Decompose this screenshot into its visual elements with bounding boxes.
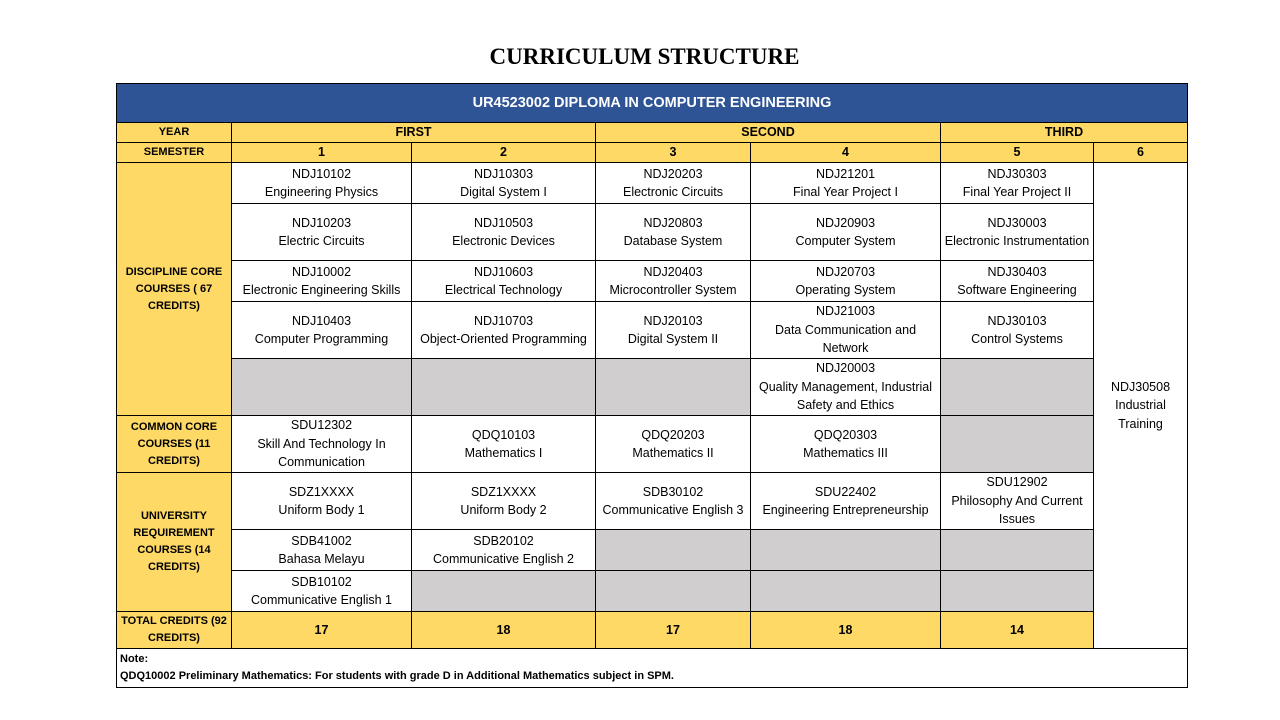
- empty-cell: [941, 571, 1094, 612]
- course-name: Communicative English 1: [250, 593, 393, 607]
- course-name: Industrial Training: [1115, 398, 1166, 431]
- total-value: 18: [412, 612, 596, 649]
- note-text: QDQ10002 Preliminary Mathematics: For students with grade D in Additional Mathematics subject in SPM.: [120, 670, 674, 682]
- course-name: Engineering Physics: [264, 185, 379, 199]
- course-name: Computer System: [795, 234, 896, 248]
- course-name: Communicative English 2: [432, 552, 575, 566]
- course-cell: [596, 302, 751, 359]
- course-name: Mathematics II: [632, 446, 714, 460]
- course-code: NDJ10603: [473, 264, 534, 279]
- course-cell: [412, 261, 596, 302]
- course-name: Software Engineering: [957, 283, 1077, 297]
- table-row: [117, 204, 1188, 261]
- course-name: Electronic Instrumentation: [944, 234, 1090, 248]
- section-label-common: COMMON CORE COURSES (11 CREDITS): [117, 416, 232, 473]
- course-code: QDQ20203: [641, 427, 705, 442]
- course-cell: [751, 302, 941, 359]
- course-code: NDJ10203: [291, 215, 352, 230]
- semester-2: 2: [412, 143, 596, 163]
- course-code: NDJ20003: [815, 361, 876, 376]
- course-code: QDQ10103: [471, 427, 536, 442]
- semester-1: 1: [232, 143, 412, 163]
- total-value: 17: [596, 612, 751, 649]
- course-code: NDJ20203: [643, 166, 703, 181]
- course-code: NDJ10303: [473, 166, 534, 181]
- semester-4: 4: [751, 143, 941, 163]
- course-name: Electric Circuits: [278, 234, 365, 248]
- course-code: NDJ20903: [815, 215, 876, 230]
- empty-cell: [596, 571, 751, 612]
- year-third: THIRD: [941, 123, 1188, 143]
- course-cell: [751, 416, 941, 473]
- course-cell: [412, 530, 596, 571]
- course-cell: [412, 416, 596, 473]
- course-code: SDB20102: [473, 533, 534, 548]
- course-cell: [232, 261, 412, 302]
- course-name: Database System: [623, 234, 723, 248]
- course-code: NDJ30403: [987, 264, 1047, 279]
- course-cell: [751, 261, 941, 302]
- course-name: Data Communication and Network: [774, 322, 917, 356]
- course-code: NDJ30303: [987, 166, 1047, 181]
- page-title: CURRICULUM STRUCTURE: [489, 44, 800, 69]
- course-name: Electronic Devices: [452, 234, 555, 248]
- course-code: SDB41002: [291, 533, 352, 548]
- course-name: Electronic Circuits: [622, 185, 724, 199]
- total-row: [117, 612, 1188, 649]
- course-cell: [232, 416, 412, 473]
- course-name: Skill And Technology In Communication: [257, 436, 386, 470]
- empty-cell: [596, 359, 751, 416]
- empty-cell: [941, 416, 1094, 473]
- course-name: Digital System II: [627, 332, 719, 346]
- table-row: [117, 359, 1188, 416]
- course-name: Operating System: [795, 283, 896, 297]
- course-code: SDB30102: [642, 484, 704, 499]
- semester-row: [117, 143, 1188, 163]
- total-value: 14: [941, 612, 1094, 649]
- course-cell: [751, 359, 941, 416]
- course-code: NDJ20103: [643, 313, 703, 328]
- course-code: NDJ21003: [815, 304, 876, 319]
- course-cell: [596, 204, 751, 261]
- course-code: SDU22402: [814, 484, 877, 499]
- empty-cell: [751, 530, 941, 571]
- course-cell: [232, 530, 412, 571]
- semester-6: 6: [1094, 143, 1188, 163]
- course-code: NDJ10403: [291, 313, 352, 328]
- course-cell: [412, 163, 596, 204]
- course-code: NDJ21201: [815, 166, 876, 181]
- semester-label: SEMESTER: [117, 143, 232, 163]
- course-cell: [941, 261, 1094, 302]
- course-name: Control Systems: [971, 332, 1063, 346]
- course-name: Engineering Entrepreneurship: [762, 503, 929, 517]
- course-name: Computer Programming: [254, 332, 389, 346]
- curriculum-table: [116, 83, 1188, 688]
- course-name: Digital System I: [460, 185, 547, 199]
- table-row: [117, 416, 1188, 473]
- course-code: SDZ1XXXX: [288, 484, 355, 499]
- table-row: [117, 163, 1188, 204]
- course-cell: [596, 416, 751, 473]
- note-row: [117, 649, 1188, 688]
- course-code: SDZ1XXXX: [470, 484, 537, 499]
- table-row: [117, 261, 1188, 302]
- course-cell: [941, 163, 1094, 204]
- empty-cell: [412, 359, 596, 416]
- course-name: Uniform Body 1: [278, 503, 365, 517]
- course-cell: [232, 571, 412, 612]
- course-name: Bahasa Melayu: [278, 552, 365, 566]
- empty-cell: [596, 530, 751, 571]
- course-cell: [232, 204, 412, 261]
- course-name: Uniform Body 2: [460, 503, 547, 517]
- course-code: NDJ10002: [291, 264, 352, 279]
- course-cell: [412, 204, 596, 261]
- course-cell: [232, 163, 412, 204]
- empty-cell: [751, 571, 941, 612]
- course-name: Final Year Project II: [962, 185, 1072, 199]
- total-label: TOTAL CREDITS (92 CREDITS): [117, 612, 232, 649]
- course-cell: [596, 473, 751, 530]
- course-name: Electronic Engineering Skills: [242, 283, 401, 297]
- table-row: [117, 473, 1188, 530]
- course-code: NDJ20803: [643, 215, 703, 230]
- course-code: NDJ20703: [815, 264, 876, 279]
- empty-cell: [941, 359, 1094, 416]
- course-name: Microcontroller System: [609, 283, 737, 297]
- course-name: Final Year Project I: [793, 185, 898, 199]
- total-value: 17: [232, 612, 412, 649]
- course-cell-industrial-training: [1094, 163, 1188, 649]
- course-code: NDJ10703: [473, 313, 534, 328]
- semester-5: 5: [941, 143, 1094, 163]
- course-name: Mathematics I: [464, 446, 543, 460]
- course-code: NDJ30103: [987, 313, 1047, 328]
- course-cell: [941, 473, 1094, 530]
- year-row: [117, 123, 1188, 143]
- note-label: Note:: [120, 653, 149, 665]
- course-name: Object-Oriented Programming: [420, 332, 587, 346]
- course-code: NDJ30508: [1110, 379, 1171, 394]
- course-code: NDJ10503: [473, 215, 534, 230]
- total-value: 18: [751, 612, 941, 649]
- course-code: SDU12902: [986, 475, 1048, 490]
- table-row: [117, 302, 1188, 359]
- course-cell: [232, 302, 412, 359]
- course-name: Philosophy And Current Issues: [951, 493, 1083, 527]
- course-name: Electrical Technology: [444, 283, 563, 297]
- section-label-university: UNIVERSITY REQUIREMENT COURSES (14 CREDITS): [117, 473, 232, 612]
- course-code: NDJ20403: [643, 264, 703, 279]
- course-code: SDU12302: [290, 418, 353, 433]
- table-row: [117, 571, 1188, 612]
- program-title: UR4523002 DIPLOMA IN COMPUTER ENGINEERING: [117, 84, 1188, 123]
- empty-cell: [412, 571, 596, 612]
- table-row: [117, 530, 1188, 571]
- course-code: SDB10102: [291, 574, 352, 589]
- course-cell: [596, 163, 751, 204]
- course-code: QDQ20303: [813, 427, 878, 442]
- course-cell: [232, 473, 412, 530]
- course-cell: [751, 204, 941, 261]
- course-name: Quality Management, Industrial Safety and Ethics: [758, 379, 932, 413]
- semester-3: 3: [596, 143, 751, 163]
- course-cell: [751, 473, 941, 530]
- course-name: Communicative English 3: [602, 503, 744, 517]
- course-cell: [941, 302, 1094, 359]
- course-code: NDJ30003: [987, 215, 1047, 230]
- course-cell: [596, 261, 751, 302]
- year-second: SECOND: [596, 123, 941, 143]
- course-cell: [751, 163, 941, 204]
- course-cell: [412, 302, 596, 359]
- course-name: Mathematics III: [803, 446, 888, 460]
- year-label: YEAR: [117, 123, 232, 143]
- empty-cell: [232, 359, 412, 416]
- section-label-discipline: DISCIPLINE CORE COURSES ( 67 CREDITS): [117, 163, 232, 416]
- course-cell: [941, 204, 1094, 261]
- course-cell: [412, 473, 596, 530]
- year-first: FIRST: [232, 123, 596, 143]
- empty-cell: [941, 530, 1094, 571]
- note-cell: [117, 649, 1188, 688]
- course-code: NDJ10102: [291, 166, 352, 181]
